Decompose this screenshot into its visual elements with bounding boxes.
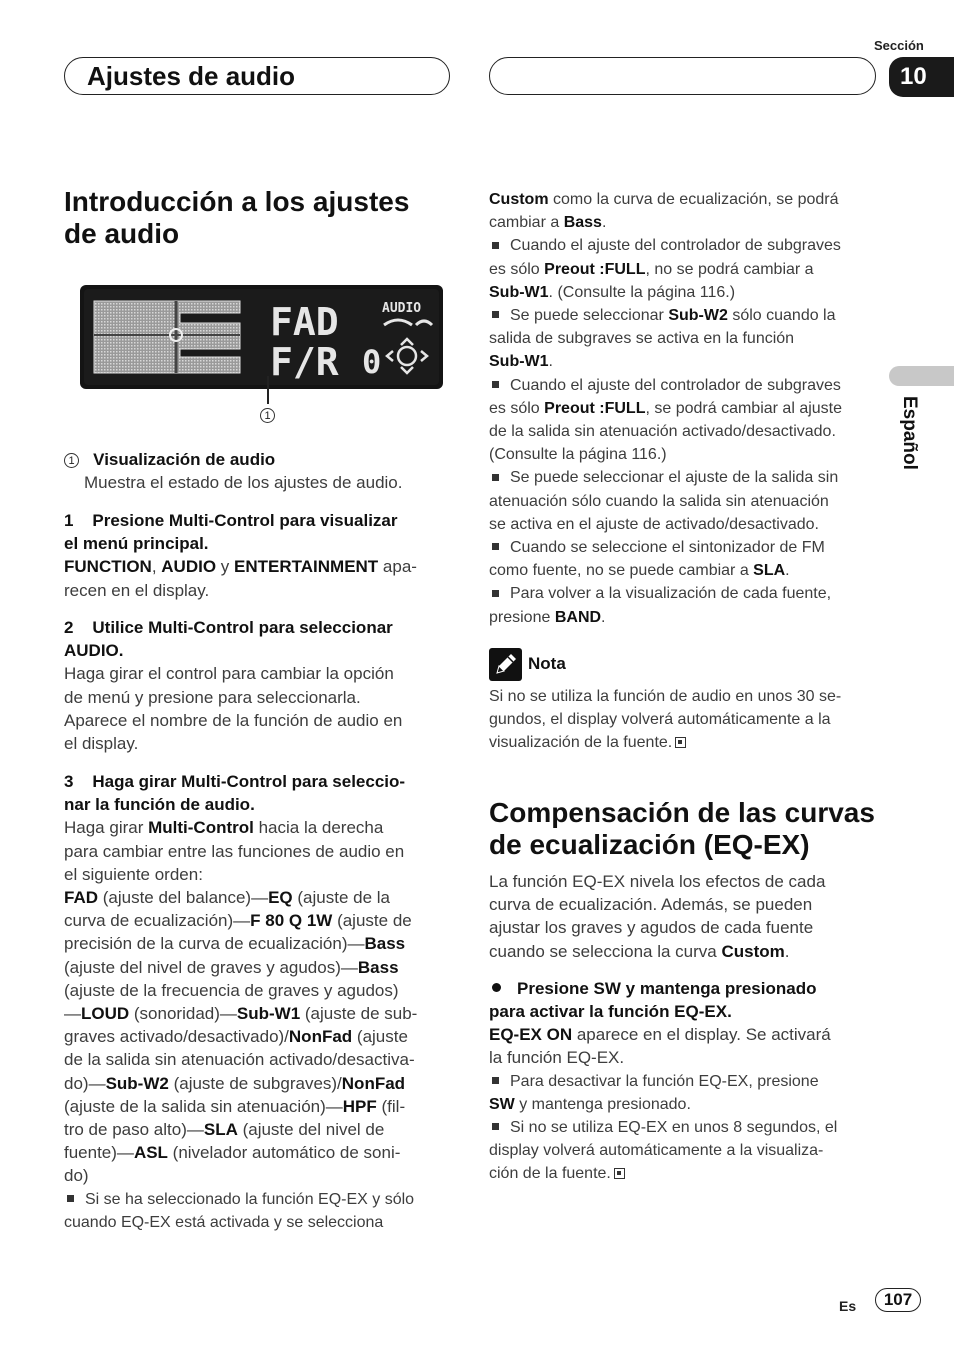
svg-text:F/R: F/R <box>270 340 339 384</box>
bullet-dot-icon <box>492 983 501 992</box>
section-title-pill <box>64 57 450 95</box>
bullet-square-icon <box>492 474 499 481</box>
intro-heading: Introducción a los ajustes de audio <box>64 186 410 249</box>
audio-display-illustration <box>80 285 443 389</box>
svg-text:FAD: FAD <box>270 300 339 344</box>
note-pencil-icon <box>489 648 522 681</box>
header-empty-pill <box>489 57 876 95</box>
language-tab-marker <box>889 366 954 386</box>
footer-language: Es <box>839 1298 857 1314</box>
display-graphic <box>80 285 443 389</box>
callout-number: 1 <box>260 407 275 425</box>
callout-line <box>267 376 269 404</box>
end-mark-icon <box>675 737 686 748</box>
bullet-square-icon <box>492 543 499 550</box>
language-side-label: Español <box>899 396 920 470</box>
section-label: Sección <box>874 38 924 53</box>
bullet-square-icon <box>492 311 499 318</box>
svg-text:0: 0 <box>362 343 382 381</box>
bullet-square-icon <box>492 590 499 597</box>
note-title: Nota <box>528 654 566 673</box>
display-legend: 1 Visualización de audio Muestra el estado de los ajustes de audio. <box>64 448 464 494</box>
left-column <box>64 186 452 250</box>
end-mark-icon <box>614 1168 625 1179</box>
bullet-square-icon <box>492 381 499 388</box>
right-column-notes: Custom como la curva de ecualización, se podrá cambiar a Bass. Cuando el ajuste del controlador de subgraves es sólo Preout :FULL, no se podrá cambiar a Sub-W1. (Consulte la página 116.) Se puede seleccionar Sub-W2 sólo cuando la salida de subgraves se activa en la función Sub-W1. Cuando el ajuste del controlador de subgraves es sólo Preout :FULL, se podrá cambiar al ajuste de la salida sin atenuación activado/desactivado. (Consulte la página 116.) Se puede seleccionar el ajuste de la salida sin atenuación sólo cuando la salida sin atenuación se activa en el ajuste de activado/desactivado. Cuando se seleccione el sintonizador de FM como fuente, no se puede cambiar a SLA. Para volver a la visualización de cada fuente, presione BAND. <box>489 191 843 626</box>
bullet-square-icon <box>492 1123 499 1130</box>
step-1: 1 Presione Multi-Control para visualizar el menú principal. FUNCTION, AUDIO y ENTERTAINMENT apa- recen en el display. <box>64 511 417 600</box>
bullet-square-icon <box>492 242 499 249</box>
step-2: 2 Utilice Multi-Control para seleccionar AUDIO. Haga girar el control para cambiar la opción de menú y presione para seleccionarla. Aparece el nombre de la función de audio en el display. <box>64 618 403 754</box>
note-body: Si no se utiliza la función de audio en unos 30 se- gundos, el display volverá automáticamente a la visualización de la fuente. <box>489 688 842 752</box>
bullet-square-icon <box>67 1195 74 1202</box>
svg-text:AUDIO: AUDIO <box>382 301 422 316</box>
eq-ex-section: Compensación de las curvas de ecualización (EQ-EX) La función EQ-EX nivela los efectos de cada curva de ecualización. Además, se pueden ajustar los graves y agudos de cada fuente cuando se selecciona la curva Custom. Presione SW y mantenga presionado para activar la función EQ-EX. EQ-EX ON aparece en el display. Se activará la función EQ-EX. Para desactivar la función EQ-EX, presione SW y mantenga presionado. Si no se utiliza EQ-EX en unos 8 segundos, el display volverá automáticamente a la visualiza- ción de la fuente. <box>489 797 889 1186</box>
eq-ex-heading: Compensación de las curvas de ecualización (EQ-EX) <box>489 797 875 860</box>
bullet-square-icon <box>492 1077 499 1084</box>
section-number-badge: 10 <box>889 57 954 97</box>
section-title: Ajustes de audio <box>87 61 296 91</box>
page-number: 107 <box>875 1288 921 1312</box>
step-3: 3 Haga girar Multi-Control para seleccio- nar la función de audio. Haga girar Multi-Control hacia la derecha para cambiar entre las funciones de audio en el siguiente orden: FAD (ajuste del balance)—EQ (ajuste de la curva de ecualización)—F 80 Q 1W (ajuste de precisión de la curva de ecualización)—Bass (ajuste del nivel de graves y agudos)—Bass (ajuste de la frecuencia de graves y agudos) —LOUD (sonoridad)—Sub-W1 (ajuste de sub- graves activado/desactivado)/NonFad (ajuste de la salida sin atenuación activado/desactiva- do)—Sub-W2 (ajuste de subgraves)/NonFad (ajuste de la salida sin atenuación)—HPF (fil- tro de paso alto)—SLA (ajuste del nivel de fuente)—ASL (nivelador automático de soni- do) Si se ha seleccionado la función EQ-EX y sólo cuando EQ-EX está activada y se selecciona <box>64 772 418 1231</box>
